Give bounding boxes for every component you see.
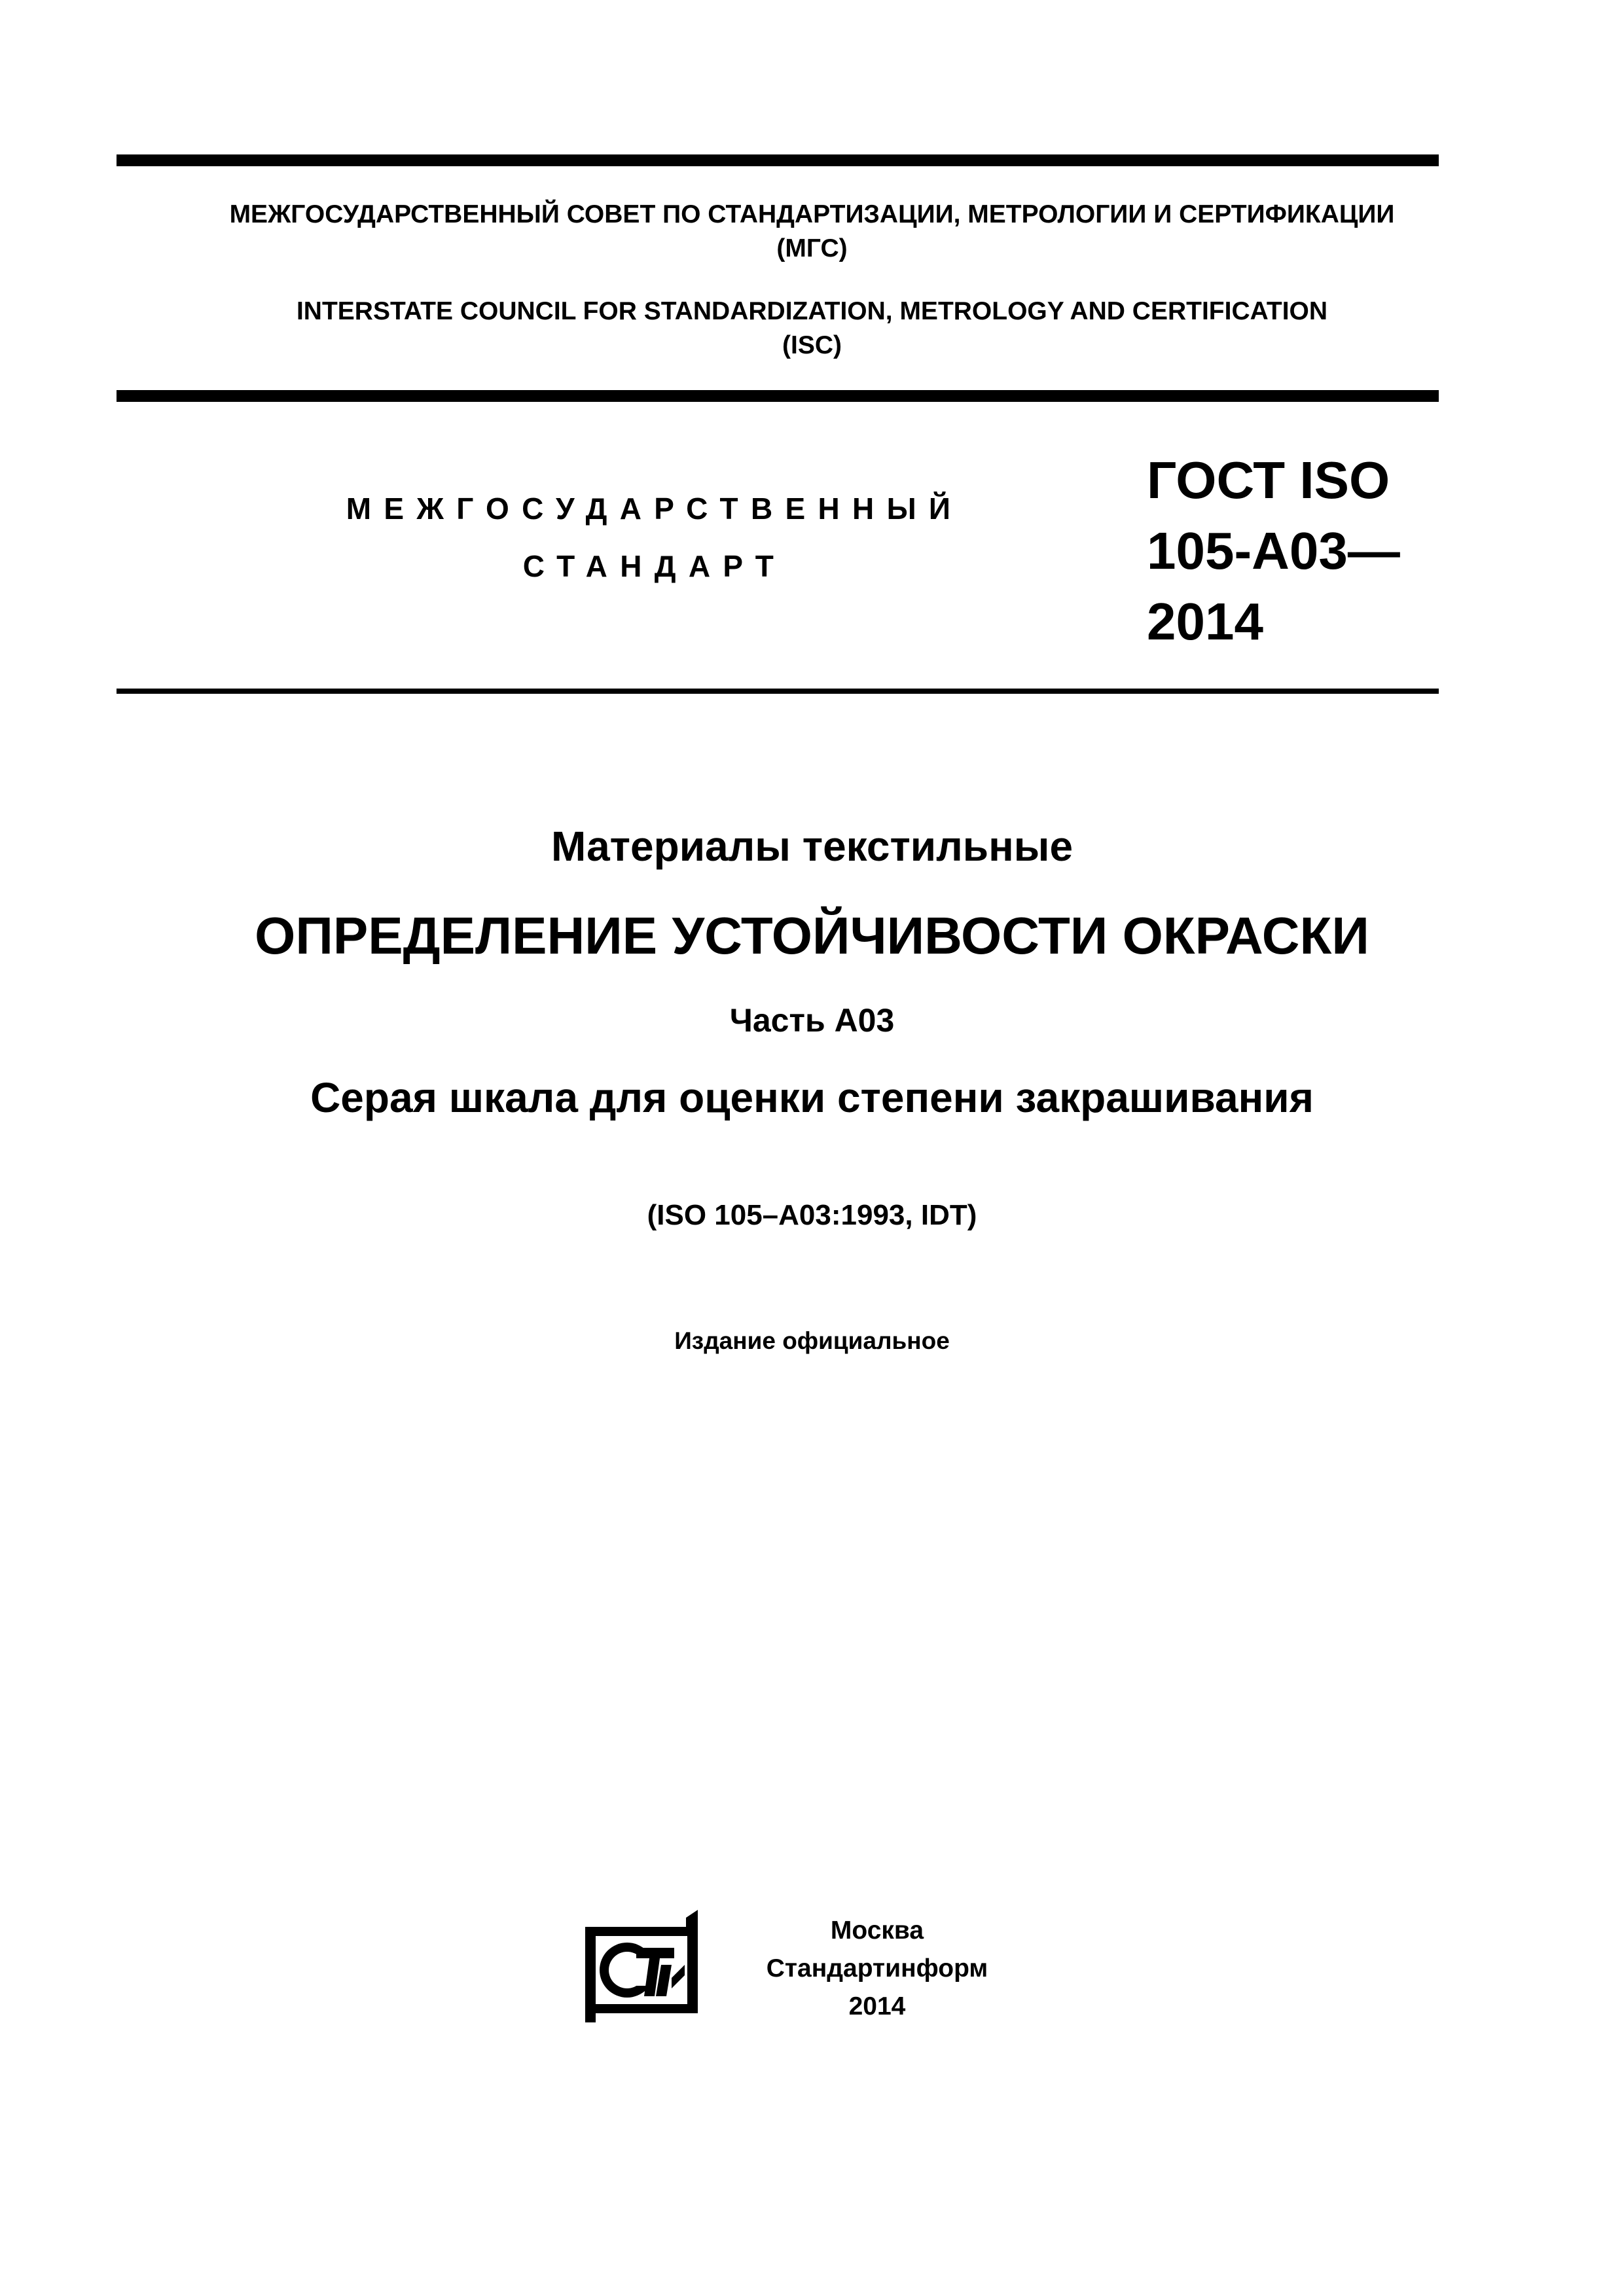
standard-label-line2: СТАНДАРТ [522, 549, 787, 583]
bottom-divider [117, 689, 1439, 694]
document-title-category: Материалы текстильные [550, 823, 1074, 870]
council-name-ru [0, 198, 1624, 266]
standartinform-logo-icon [576, 1906, 707, 2022]
standard-label-line1: МЕЖГОСУДАРСТВЕННЫЙ [346, 492, 964, 526]
gost-designation-line3: 2014 [1147, 592, 1263, 651]
document-title-main: ОПРЕДЕЛЕНИЕ УСТОЙЧИВОСТИ ОКРАСКИ [255, 906, 1369, 965]
council-abbr-ru: (МГС) [776, 234, 848, 262]
iso-reference: (ISO 105–A03:1993, IDT) [647, 1199, 977, 1231]
publisher-name: Стандартинформ [766, 1954, 988, 1982]
gost-designation [1147, 445, 1400, 657]
publisher-city: Москва [830, 1916, 924, 1945]
middle-divider [117, 390, 1439, 402]
council-name-ru-line1: МЕЖГОСУДАРСТВЕННЫЙ СОВЕТ ПО СТАНДАРТИЗАЦИИ, МЕТРОЛОГИИ И СЕРТИФИКАЦИИ [229, 200, 1395, 228]
council-abbr-en: (ISC) [782, 331, 842, 359]
gost-designation-line2: 105-A03— [1147, 522, 1400, 580]
top-divider [117, 154, 1439, 166]
council-name-en-line1: INTERSTATE COUNCIL FOR STANDARDIZATION, METROLOGY AND CERTIFICATION [296, 297, 1328, 325]
document-title-subject: Серая шкала для оценки степени закрашивания [310, 1074, 1314, 1121]
publication-year: 2014 [848, 1992, 906, 2020]
edition-note: Издание официальное [674, 1327, 950, 1354]
gost-designation-line1: ГОСТ ISO [1147, 451, 1390, 509]
council-name-en [0, 295, 1624, 363]
document-title-part: Часть A03 [729, 1002, 895, 1039]
